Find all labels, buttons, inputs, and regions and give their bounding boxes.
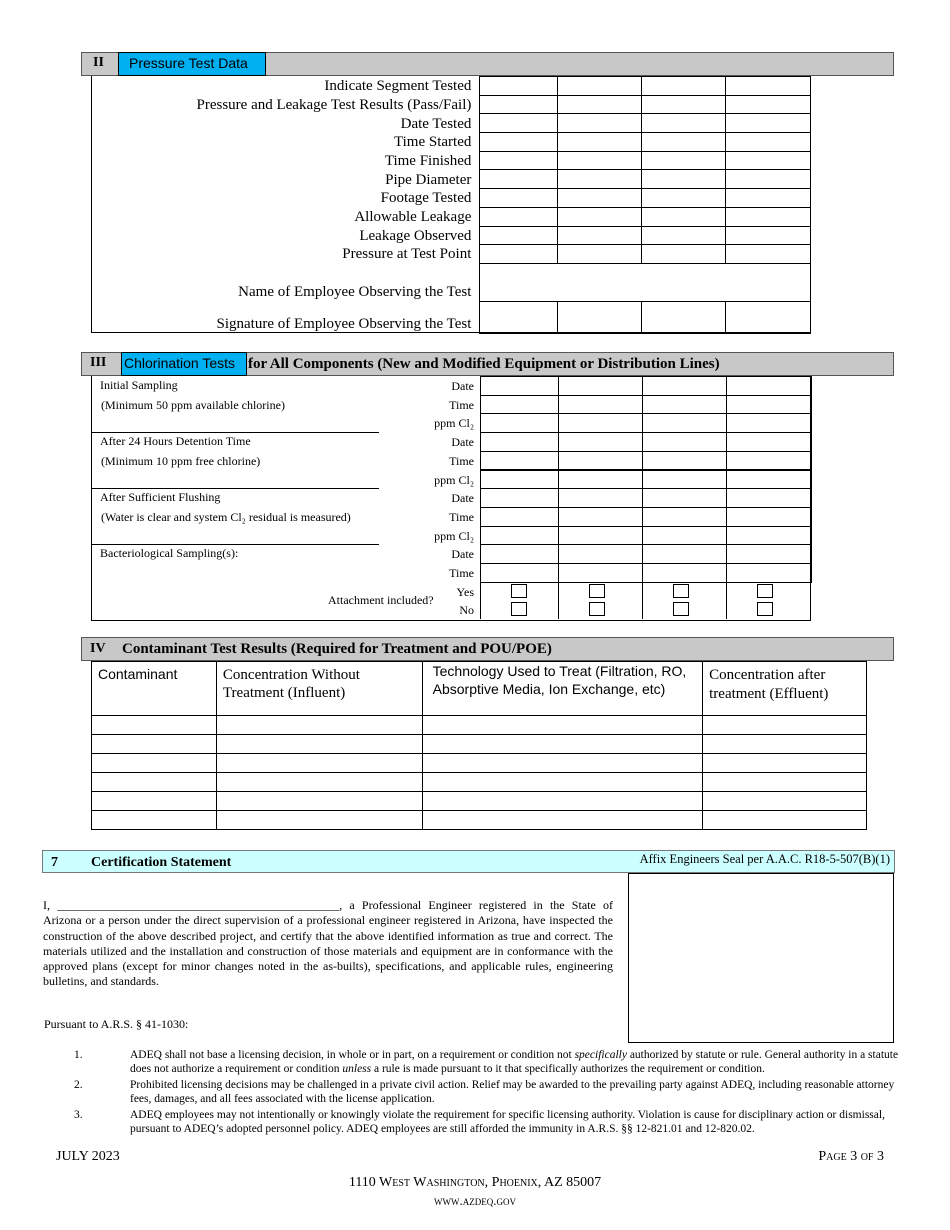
chlorination-entry-cell[interactable] xyxy=(558,432,643,452)
section-7-number: 7 xyxy=(51,855,58,870)
pressure-row-label: Time Finished xyxy=(384,152,472,169)
chlorination-entry-cell[interactable] xyxy=(558,395,643,415)
contaminant-entry-cell[interactable] xyxy=(703,811,867,830)
signature-cell[interactable] xyxy=(726,301,811,333)
contaminant-entry-cell[interactable] xyxy=(216,754,422,773)
contaminant-entry-cell[interactable] xyxy=(422,811,703,830)
pressure-entry-cell[interactable] xyxy=(480,189,558,208)
seal-box xyxy=(628,873,894,1043)
contaminant-row xyxy=(92,716,867,735)
section-3-title-box: Chlorination Tests xyxy=(121,352,247,376)
chlorination-entry-cell[interactable] xyxy=(558,488,643,508)
contaminant-entry-cell[interactable] xyxy=(92,792,217,811)
seal-note: Affix Engineers Seal per A.A.C. R18-5-507(B)(1) xyxy=(639,852,890,866)
chlorination-row-label: Date xyxy=(451,435,474,450)
contaminant-row xyxy=(92,773,867,792)
chlorination-row-label: Date xyxy=(451,379,474,393)
contaminant-entry-cell[interactable] xyxy=(703,773,867,792)
contaminant-col-header: Contaminant xyxy=(92,662,217,716)
pressure-entry-cell[interactable] xyxy=(480,245,558,264)
chlorination-row-label: Date xyxy=(451,547,474,562)
contaminant-entry-cell[interactable] xyxy=(216,716,422,735)
pressure-entry-cell[interactable] xyxy=(642,133,726,152)
footer-address: 1110 West Washington, Phoenix, AZ 85007 xyxy=(348,1175,602,1190)
section-4-title: Contaminant Test Results (Required for Treatment and POU/POE) xyxy=(122,641,552,657)
chlorination-entry-cell[interactable] xyxy=(726,526,812,546)
chlorination-entry-cell[interactable] xyxy=(480,488,559,508)
effluent-col-header: Concentration after treatment (Effluent) xyxy=(703,662,867,716)
chlorination-entry-cell[interactable] xyxy=(480,451,559,471)
chlorination-entry-cell[interactable] xyxy=(726,376,812,396)
contaminant-entry-cell[interactable] xyxy=(216,811,422,830)
signature-cell[interactable] xyxy=(480,301,558,333)
chlorination-group-name: After 24 Hours Detention Time xyxy=(100,434,251,449)
chlorination-entry-cell[interactable] xyxy=(558,470,643,490)
pressure-entry-cell[interactable] xyxy=(558,189,642,208)
chlorination-entry-cell[interactable] xyxy=(642,395,727,415)
pressure-entry-cell[interactable] xyxy=(558,226,642,245)
group-divider xyxy=(91,432,379,433)
contaminant-entry-cell[interactable] xyxy=(92,754,217,773)
note-3: 3. ADEQ employees may not intentionally or knowingly violate the requirement for specific licensing authority. Violation is cause for disciplinary action or dismissal, pursuant to ADEQ’s adopted personnel policy. ADEQ employees are still afforded the immunity in A.R.S. §§ 12-821.01 and 12-820.02. xyxy=(74,1109,885,1135)
chlorination-group-note: (Minimum 10 ppm free chlorine) xyxy=(101,453,261,468)
chlorination-entry-cell[interactable] xyxy=(558,413,643,433)
pressure-test-table xyxy=(91,76,811,334)
contaminant-entry-cell[interactable] xyxy=(216,773,422,792)
contaminant-entry-cell[interactable] xyxy=(216,792,422,811)
chlorination-group-name: After Sufficient Flushing xyxy=(100,490,221,505)
chlorination-group-name: Bacteriological Sampling(s): xyxy=(100,546,239,561)
pressure-entry-cell[interactable] xyxy=(480,226,558,245)
attachment-yes-checkbox[interactable] xyxy=(757,584,773,598)
pressure-entry-cell[interactable] xyxy=(480,170,558,189)
pressure-entry-cell[interactable] xyxy=(726,133,811,152)
section-3-number: III xyxy=(90,355,107,370)
pressure-row-label: Allowable Leakage xyxy=(354,209,472,225)
pressure-entry-cell[interactable] xyxy=(480,114,558,133)
contaminant-entry-cell[interactable] xyxy=(422,773,703,792)
pressure-row xyxy=(91,189,811,208)
pressure-entry-cell[interactable] xyxy=(726,207,811,226)
employee-signature-row xyxy=(91,301,811,333)
contaminant-entry-cell[interactable] xyxy=(92,773,217,792)
attachment-no-label: No xyxy=(459,603,474,618)
pressure-entry-cell[interactable] xyxy=(558,151,642,170)
pressure-entry-cell[interactable] xyxy=(726,189,811,208)
contaminant-entry-cell[interactable] xyxy=(422,735,703,754)
pressure-entry-cell[interactable] xyxy=(642,77,726,96)
pressure-entry-cell[interactable] xyxy=(726,226,811,245)
chlorination-entry-cell[interactable] xyxy=(726,395,812,415)
attachment-yes-checkbox[interactable] xyxy=(511,584,527,598)
footer-page: Page 3 of 3 xyxy=(818,1149,884,1164)
chlorination-entry-cell[interactable] xyxy=(480,395,559,415)
chlorination-entry-cell[interactable] xyxy=(480,544,559,564)
chlorination-row-label: ppm Cl₂ xyxy=(434,416,474,431)
pressure-row-label: Pressure at Test Point xyxy=(342,246,472,263)
chlorination-entry-cell[interactable] xyxy=(726,470,812,490)
pressure-entry-cell[interactable] xyxy=(726,95,811,114)
pressure-entry-cell[interactable] xyxy=(480,77,558,96)
pressure-row xyxy=(91,95,811,114)
pressure-entry-cell[interactable] xyxy=(558,207,642,226)
pressure-entry-cell[interactable] xyxy=(642,207,726,226)
chlorination-group-note: (Minimum 50 ppm available chlorine) xyxy=(101,397,285,412)
signature-cell[interactable] xyxy=(558,301,642,333)
pressure-entry-cell[interactable] xyxy=(480,95,558,114)
chlorination-entry-cell[interactable] xyxy=(558,376,643,396)
signature-cell[interactable] xyxy=(642,301,726,333)
group-divider xyxy=(91,544,379,545)
chlorination-row-label: Time xyxy=(449,397,474,412)
chlorination-entry-cell[interactable] xyxy=(726,563,812,583)
pressure-entry-cell[interactable] xyxy=(726,114,811,133)
chlorination-row-label: ppm Cl₂ xyxy=(434,472,474,487)
chlorination-row-label: Date xyxy=(451,491,474,506)
chlorination-entry-cell[interactable] xyxy=(480,470,559,490)
chlorination-entry-cell[interactable] xyxy=(642,470,727,490)
section-2-title: Pressure Test Data xyxy=(118,52,266,76)
pressure-row-label: Date Tested xyxy=(400,115,472,132)
section-3-title: for All Components (New and Modified Equipment or Distribution Lines) xyxy=(248,356,720,372)
pressure-row-label: Footage Tested xyxy=(380,190,472,207)
chlorination-entry-cell[interactable] xyxy=(558,507,643,527)
pressure-entry-cell[interactable] xyxy=(480,151,558,170)
pressure-row-label: Time Started xyxy=(394,134,472,151)
pressure-row xyxy=(91,114,811,133)
chlorination-entry-cell[interactable] xyxy=(642,526,727,546)
pressure-entry-cell[interactable] xyxy=(726,77,811,96)
chlorination-entry-cell[interactable] xyxy=(642,563,727,583)
pressure-entry-cell[interactable] xyxy=(726,151,811,170)
chlorination-row-label: ppm Cl₂ xyxy=(434,528,474,543)
chlorination-entry-cell[interactable] xyxy=(558,526,643,546)
contaminant-row xyxy=(92,754,867,773)
chlorination-entry-cell[interactable] xyxy=(642,376,727,396)
pressure-entry-cell[interactable] xyxy=(726,245,811,264)
employee-name-row xyxy=(91,263,811,301)
pressure-entry-cell[interactable] xyxy=(642,151,726,170)
pressure-entry-cell[interactable] xyxy=(642,95,726,114)
attachment-no-checkbox[interactable] xyxy=(757,602,773,616)
contaminant-row xyxy=(92,735,867,754)
chlorination-group-name: Initial Sampling xyxy=(100,378,178,392)
footer-date: JULY 2023 xyxy=(56,1149,120,1164)
pressure-entry-cell[interactable] xyxy=(642,245,726,264)
attachment-yes-checkbox[interactable] xyxy=(673,584,689,598)
contaminant-entry-cell[interactable] xyxy=(703,735,867,754)
attachment-label: Attachment included? xyxy=(328,592,434,607)
section-7-title: Certification Statement xyxy=(91,855,232,870)
pressure-row xyxy=(91,133,811,152)
chlorination-row-label: Time xyxy=(449,509,474,524)
group-divider xyxy=(91,488,379,489)
contaminant-row xyxy=(92,792,867,811)
contaminant-entry-cell[interactable] xyxy=(92,716,217,735)
pressure-entry-cell[interactable] xyxy=(726,170,811,189)
chlorination-entry-cell[interactable] xyxy=(642,544,727,564)
pressure-entry-cell[interactable] xyxy=(558,77,642,96)
note-1: 1. ADEQ shall not base a licensing decision, in whole or in part, on a requirement or condition not specifically authorized by statute or rule. General authority in a statute does not authorize a requirement or condition unless a rule is made pursuant to it that specifically authorizes the requirement or condition. xyxy=(74,1049,899,1075)
chlorination-entry-cell[interactable] xyxy=(558,544,643,564)
chlorination-entry-cell[interactable] xyxy=(480,526,559,546)
contaminant-entry-cell[interactable] xyxy=(703,792,867,811)
chlorination-entry-cell[interactable] xyxy=(642,432,727,452)
contaminant-entry-cell[interactable] xyxy=(216,735,422,754)
chlorination-entry-cell[interactable] xyxy=(480,563,559,583)
influent-col-header: Concentration Without Treatment (Influent) xyxy=(216,662,422,716)
pressure-row xyxy=(91,245,811,264)
contaminant-entry-cell[interactable] xyxy=(703,716,867,735)
technology-col-header: Technology Used to Treat (Filtration, RO, Absorptive Media, Ion Exchange, etc) xyxy=(422,662,703,716)
section-4-number: IV xyxy=(90,641,106,656)
attachment-no-checkbox[interactable] xyxy=(673,602,689,616)
chlorination-row-label: Time xyxy=(449,453,474,468)
pressure-entry-cell[interactable] xyxy=(558,133,642,152)
pressure-entry-cell[interactable] xyxy=(558,170,642,189)
chlorination-entry-cell[interactable] xyxy=(642,413,727,433)
chlorination-group-note: (Water is clear and system Cl₂ residual is measured) xyxy=(101,509,351,524)
pursuant-text: Pursuant to A.R.S. § 41-1030: xyxy=(44,1017,189,1031)
chlorination-entry-cell[interactable] xyxy=(726,451,812,471)
licensing-notes xyxy=(44,1048,906,1138)
pressure-entry-cell[interactable] xyxy=(558,114,642,133)
pressure-entry-cell[interactable] xyxy=(642,226,726,245)
pressure-row xyxy=(91,77,811,96)
pressure-row xyxy=(91,226,811,245)
chlorination-entry-cell[interactable] xyxy=(726,413,812,433)
pressure-row-label: Pipe Diameter xyxy=(385,171,472,188)
pressure-row-label: Indicate Segment Tested xyxy=(324,78,472,95)
section-2-number: II xyxy=(93,55,104,70)
pressure-row xyxy=(91,151,811,170)
pressure-entry-cell[interactable] xyxy=(642,170,726,189)
contaminant-entry-cell[interactable] xyxy=(92,735,217,754)
chlorination-entry-cell[interactable] xyxy=(642,451,727,471)
pressure-row-label: Pressure and Leakage Test Results (Pass/Fail) xyxy=(196,96,472,113)
attachment-yes-checkbox[interactable] xyxy=(589,584,605,598)
chlorination-entry-cell[interactable] xyxy=(480,432,559,452)
chlorination-entry-cell[interactable] xyxy=(480,413,559,433)
pressure-row xyxy=(91,170,811,189)
chlorination-entry-cell[interactable] xyxy=(558,563,643,583)
pressure-entry-cell[interactable] xyxy=(558,95,642,114)
contaminant-entry-cell[interactable] xyxy=(422,716,703,735)
chlorination-entry-cell[interactable] xyxy=(642,488,727,508)
pressure-entry-cell[interactable] xyxy=(642,114,726,133)
certification-statement: I, _______________________________________________, a Professional Engineer registered in the State of Arizona or a person under the direct supervision of a professional engineer registered in Arizona, have inspected the construction of the above described project, and certify that the above identified information as true and correct. The materials utilized and the installation and construction of those materials and equipment are in conformance with the approved plans (except for minor changes noted in the as-builts), specifications, and applicable rules, engineering bulletins, and standards. xyxy=(43,898,613,989)
attachment-no-checkbox[interactable] xyxy=(511,602,527,616)
pressure-row-label: Leakage Observed xyxy=(359,227,472,244)
note-2: 2. Prohibited licensing decisions may be challenged in a private civil action. Relief may be awarded to the prevailing party against ADEQ, including reasonable attorney fees, damages, and all fees associated with the license application. xyxy=(74,1079,895,1105)
chlorination-entry-cell[interactable] xyxy=(480,376,559,396)
chlorination-entry-cell[interactable] xyxy=(726,544,812,564)
contaminant-entry-cell[interactable] xyxy=(422,792,703,811)
contaminant-entry-cell[interactable] xyxy=(703,754,867,773)
pressure-row-label: Signature of Employee Observing the Test xyxy=(216,316,472,333)
pressure-row-label: Name of Employee Observing the Test xyxy=(238,284,472,301)
pressure-entry-cell[interactable] xyxy=(642,189,726,208)
chlorination-entry-cell[interactable] xyxy=(558,451,643,471)
contaminant-table xyxy=(91,661,867,830)
chlorination-entry-cell[interactable] xyxy=(726,432,812,452)
attachment-no-checkbox[interactable] xyxy=(589,602,605,616)
contaminant-entry-cell[interactable] xyxy=(92,811,217,830)
pressure-entry-cell[interactable] xyxy=(480,207,558,226)
attachment-yes-label: Yes xyxy=(456,584,474,599)
chlorination-entry-cell[interactable] xyxy=(642,507,727,527)
chlorination-entry-cell[interactable] xyxy=(480,507,559,527)
contaminant-row xyxy=(92,811,867,830)
employee-name-cell[interactable] xyxy=(480,263,811,301)
pressure-entry-cell[interactable] xyxy=(558,245,642,264)
contaminant-entry-cell[interactable] xyxy=(422,754,703,773)
chlorination-entry-cell[interactable] xyxy=(726,488,812,508)
pressure-row xyxy=(91,207,811,226)
chlorination-row-label: Time xyxy=(449,566,474,580)
chlorination-entry-cell[interactable] xyxy=(726,507,812,527)
pressure-entry-cell[interactable] xyxy=(480,133,558,152)
footer-website: www.azdeq.gov xyxy=(434,1193,516,1208)
